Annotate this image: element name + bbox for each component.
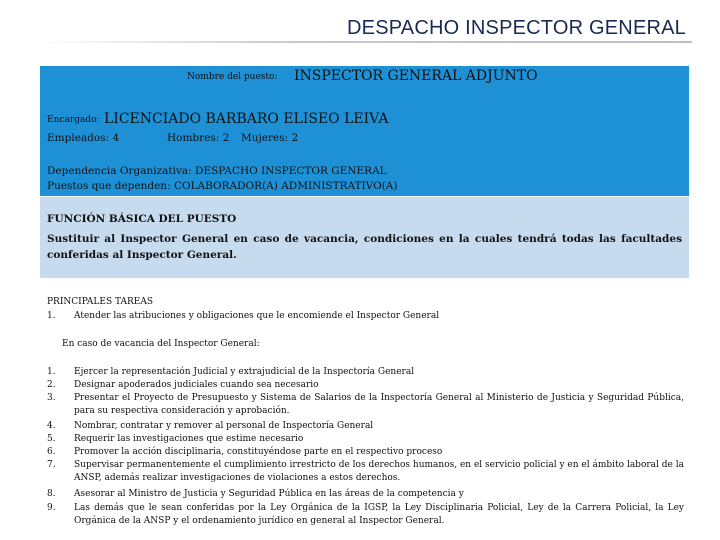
list-item-text: Asesorar al Ministro de Justicia y Seguridad Pública en las áreas de la competencia y — [74, 489, 464, 499]
principales-item-text: Atender las atribuciones y obligaciones que le encomiende el Inspector General — [74, 311, 440, 321]
list-item-text: Promover la acción disciplinaria, constituyéndose parte en el respectivo proceso — [74, 447, 443, 457]
empleados-total: Empleados: 4 — [47, 132, 120, 144]
page-header — [0, 0, 720, 48]
funcion-heading: FUNCIÓN BÁSICA DEL PUESTO — [47, 213, 237, 225]
list-item-text: Requerir las investigaciones que estime necesario — [74, 434, 304, 444]
funcion-text: Sustituir al Inspector General en caso de vacancia, condiciones en la cuales tendrá todas las facultades conferidas al Inspector General. — [47, 233, 682, 261]
list-item-number: 7. — [47, 460, 56, 470]
puestos-que-dependen: Puestos que dependen: COLABORADOR(A) ADMINISTRATIVO(A) — [47, 180, 398, 192]
header-divider — [38, 41, 692, 43]
list-item-number: 8. — [47, 489, 56, 499]
list-item-number: 9. — [47, 503, 56, 513]
list-item-text: Presentar el Proyecto de Presupuesto y Sistema de Salarios de la Inspectoría General al Ministerio de Justicia y Seguridad Pública, para su respectiva consideración y aprobación. — [74, 393, 684, 417]
list-item-text: Nombrar, contratar y remover al personal de Inspectoría General — [74, 421, 374, 431]
list-item-text: Ejercer la representación Judicial y extrajudicial de la Inspectoría General — [74, 367, 415, 377]
list-item-number: 2. — [47, 380, 56, 390]
dependencia-organizativa: Dependencia Organizativa: DESPACHO INSPECTOR GENERAL — [47, 165, 387, 177]
empleados-hombres: Hombres: 2 — [167, 132, 230, 144]
list-item-text: Las demás que le sean conferidas por la Ley Orgánica de la IGSP, la Ley Disciplinaria Policial, Ley de la Carrera Policial, la Ley Orgánica de la ANSP y el ordenamiento jurídico en general al Inspector General. — [74, 503, 684, 527]
list-item-number: 6. — [47, 447, 56, 457]
list-item-number: 5. — [47, 434, 56, 444]
principales-item-num: 1. — [47, 311, 56, 321]
empleados-mujeres: Mujeres: 2 — [241, 132, 299, 144]
puesto-label: Nombre del puesto: — [187, 72, 278, 82]
list-item-text: Supervisar permanentemente el cumplimiento irrestricto de los derechos humanos, en el servicio policial y en el ámbito laboral de la ANSP, además realizar investigaciones de violaciones a estos derechos. — [74, 460, 684, 484]
encargado-label: Encargado: — [47, 115, 100, 125]
list-item-text: Designar apoderados judiciales cuando sea necesario — [74, 380, 319, 390]
principales-heading: PRINCIPALES TAREAS — [47, 297, 154, 307]
list-item-number: 4. — [47, 421, 56, 431]
list-item-number: 3. — [47, 393, 56, 403]
vacancia-intro: En caso de vacancia del Inspector General: — [62, 339, 260, 349]
list-item-number: 1. — [47, 367, 56, 377]
puesto-value: INSPECTOR GENERAL ADJUNTO — [294, 68, 538, 84]
page-title: DESPACHO INSPECTOR GENERAL — [347, 17, 686, 39]
encargado-value: LICENCIADO BARBARO ELISEO LEIVA — [104, 111, 389, 127]
